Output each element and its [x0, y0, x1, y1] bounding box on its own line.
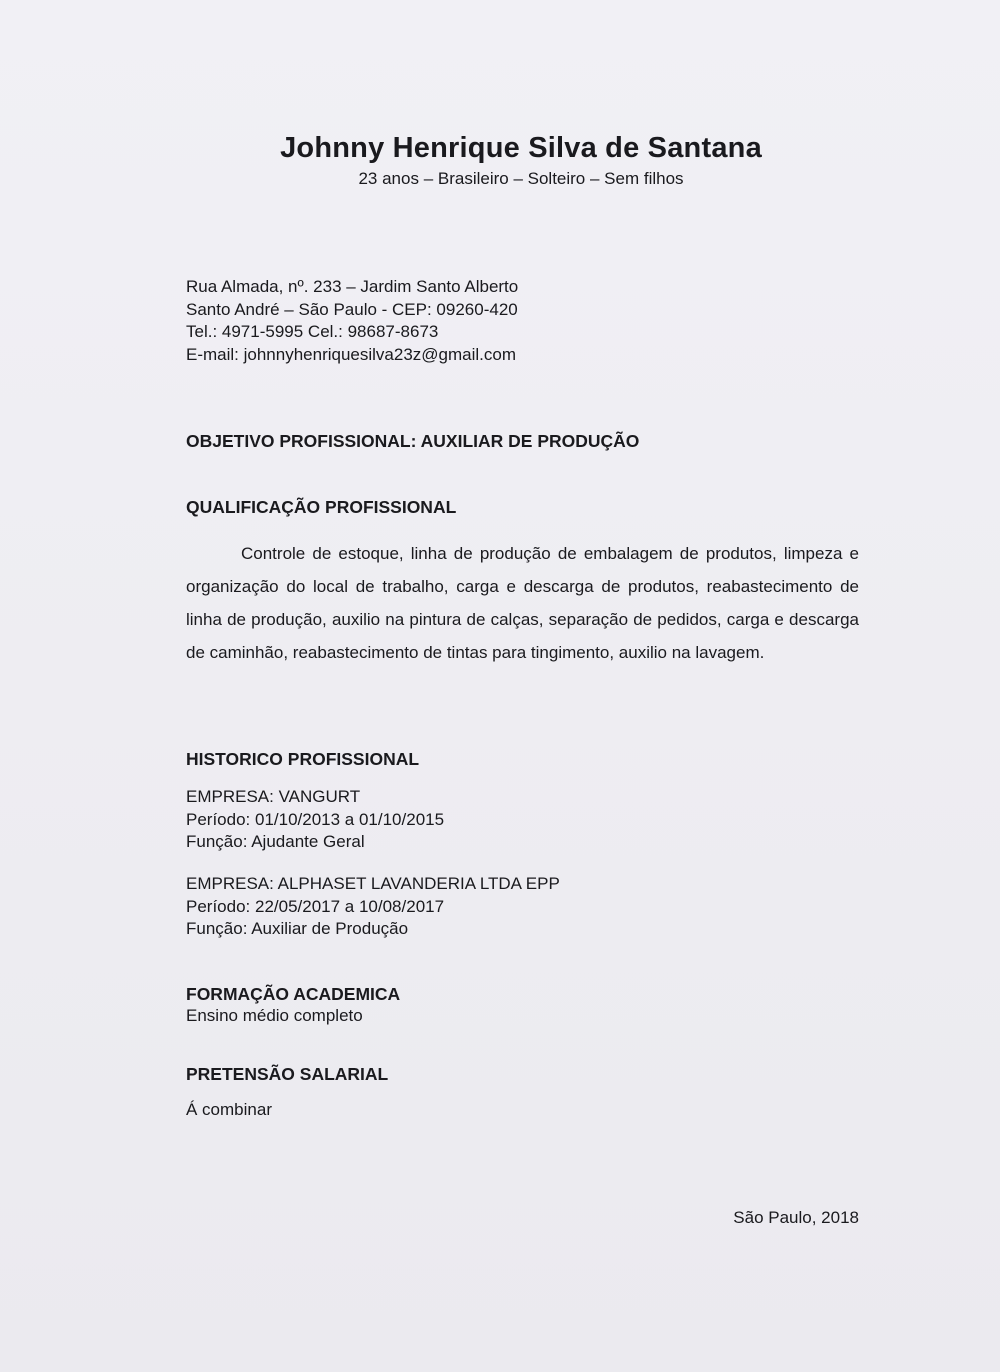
education-text: Ensino médio completo: [186, 1006, 363, 1025]
education-heading: FORMAÇÃO ACADEMICA: [186, 984, 401, 1004]
job-company: EMPRESA: ALPHASET LAVANDERIA LTDA EPP: [186, 874, 560, 893]
qualification-text: Controle de estoque, linha de produção de embalagem de produtos, limpeza e organização do local de trabalho, carga e descarga de produtos, reabastecimento de linha de produção, auxilio na pintura de calças, separação de pedidos, carga e descarga de caminhão, reabastecimento de tintas para tingimento, auxilio na lavagem.: [186, 544, 859, 662]
contact-email: E-mail: johnnyhenriquesilva23z@gmail.com: [186, 344, 517, 364]
salary-heading: PRETENSÃO SALARIAL: [186, 1064, 389, 1084]
contact-block: [186, 276, 518, 366]
job-role: Função: Auxiliar de Produção: [186, 919, 409, 938]
job-role: Função: Ajudante Geral: [186, 832, 365, 851]
job-entry: [186, 873, 560, 941]
candidate-name: Johnny Henrique Silva de Santana: [280, 132, 762, 164]
contact-phones: Tel.: 4971-5995 Cel.: 98687-8673: [186, 322, 439, 341]
contact-city: Santo André – São Paulo - CEP: 09260-420: [186, 299, 518, 319]
history-heading: HISTORICO PROFISSIONAL: [186, 749, 420, 769]
salary-text: Á combinar: [186, 1100, 272, 1119]
job-entry: [186, 786, 444, 854]
contact-address: Rua Almada, nº. 233 – Jardim Santo Alberto: [186, 277, 519, 296]
candidate-personal-info: 23 anos – Brasileiro – Solteiro – Sem filhos: [358, 169, 684, 188]
job-company: EMPRESA: VANGURT: [186, 787, 361, 806]
job-period: Período: 01/10/2013 a 01/10/2015: [186, 809, 445, 829]
job-period: Período: 22/05/2017 a 10/08/2017: [186, 896, 445, 916]
objective-heading: OBJETIVO PROFISSIONAL: AUXILIAR DE PRODUÇÃO: [186, 431, 640, 451]
signoff-place-date: São Paulo, 2018: [733, 1208, 859, 1227]
qualification-heading: QUALIFICAÇÃO PROFISSIONAL: [186, 497, 457, 517]
